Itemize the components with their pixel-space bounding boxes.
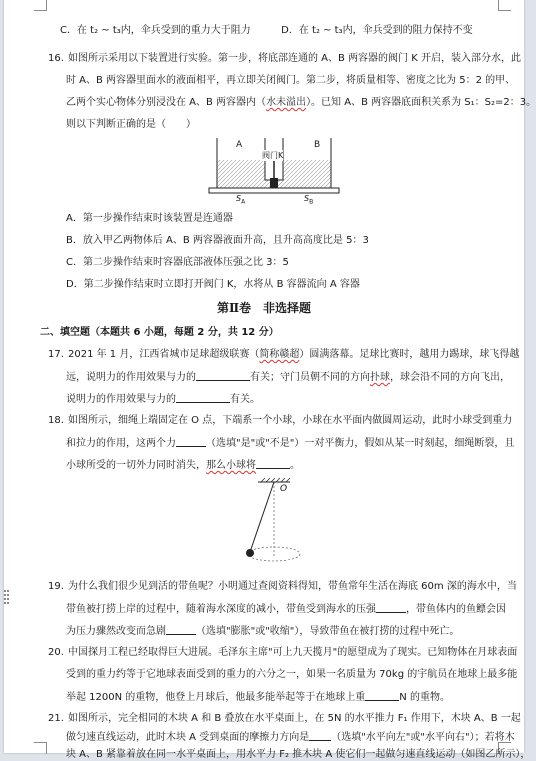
q19-line-2: 带鱼被打捞上岸的过程中，随着海水深度的减小，带鱼受到海水的压强 ，带鱼体内的鱼鳔会因 [66,604,506,615]
q19-line-3: 为压力骤然改变而急剧 （选填"膨胀"或"收缩"），导致带鱼在被打捞的过程中死亡。 [66,626,460,637]
q21-line-3: 块 A、B 紧靠着放在同一水平桌面上，用水平力 F₂ 推木块 A 使它们一起做匀速直线运动（如图乙所示）， [66,749,531,760]
q19-blank-1[interactable] [376,602,406,613]
crop-mark-top-right [498,0,511,11]
q21-line-2: 做匀速直线运动，此时木块 A 受到桌面的摩擦力方向是 （选填"水平向左"或"水平向右"）；若将木 [66,732,515,743]
q16-line-1: 16. 如图所示采用以下装置进行实验。第一步，将底部连通的 A、B 两容器的阀门 K 开启，装入部分水，此 [48,53,521,64]
area-sa-label: $S_A$ [236,194,246,206]
q17-line-2: 远，说明力的作用效果与力的 有关；守门员朝不同的方向扑球，球会沿不同的方向飞出， [66,372,510,383]
q17-line-1: 17. 2021 年 1 月，江西省城市足球超级联赛（简称赣超）圆满落幕。足球比赛时，越用力踢球，球飞得越 [48,349,520,360]
q16-line-4: 则以下判断正确的是（ ） [66,119,196,130]
section-2-heading: 二、填空题（本题共 6 小题，每题 2 分，共 12 分） [40,327,279,338]
q18-line-2: 和拉力的作用，这两个力 （选填"是"或"不是"）一对平衡力，假如从某一时刻起，细绳断裂，且 [66,438,515,449]
q21-line-1: 21. 如图所示，完全相同的木块 A 和 B 叠放在水平桌面上，在 5N 的水平推力 F₁ 作用下，木块 A、B 一起 [48,713,521,724]
q16-option-b: B．放入甲乙两物体后 A、B 两容器液面升高，且升高高度比是 5：3 [66,235,369,246]
q17-blank-2[interactable] [176,392,230,403]
q21-blank-1[interactable] [309,730,331,741]
q15-option-d: D．在 t₂ ~ t₃内，伞兵受到的阻力保持不变 [281,25,473,36]
q19-number: 19. [48,581,64,592]
q17-line-3: 说明力的作用效果与力的 有关。 [66,394,260,405]
document-page [4,0,536,760]
q16-option-d: D．第二步操作结束时立即打开阀门 K，水将从 B 容器流向 A 容器 [66,279,360,290]
q15-option-c: C．在 t₂ ~ t₃内，伞兵受到的重力大于阻力 [60,25,251,36]
conical-pendulum-figure [236,476,308,572]
q20-line-1: 20. 中国探月工程已经取得巨大进展。毛泽东主席"可上九天揽月"的愿望成为了现实。已知物体在月球表面 [48,647,518,658]
crop-mark-top-left [34,0,47,11]
drag-handle-icon[interactable] [4,590,10,604]
section-2-title: 第Ⅱ卷 非选择题 [216,301,312,315]
container-b-label: B [314,140,321,150]
q16-option-a: A．第一步操作结束时该装置是连通器 [66,213,233,224]
q18-blank-1[interactable] [176,436,206,447]
q20-line-2: 受到的重力约等于它地球表面受到的重力的六分之一，如果一名质量为 70kg 的宇航员在地球上最多能 [66,669,518,680]
q19-blank-2[interactable] [166,624,196,635]
point-o-label: O [280,484,288,494]
q18-line-3: 小球所受的一切外力同时消失，那么小球将 。 [66,460,300,471]
q18-line-1: 18. 如图所示，细绳上端固定在 O 点，下端系一个小球，小球在水平面内做圆周运动，此时小球受到重力 [48,415,513,426]
q17-blank-1[interactable] [196,370,250,381]
q20-blank-1[interactable] [365,690,399,701]
q16-option-c: C．第二步操作结束时容器底部液体压强之比 3：5 [66,257,289,268]
crop-mark-bottom-left [34,742,47,754]
q18-blank-2[interactable] [256,458,290,469]
container-a-label: A [236,140,243,150]
q16-line-2: 时 A、B 两容器里面水的液面相平，再立即关闭阀门。第二步，将质量相等、密度之比为 5：2 的甲、 [66,75,516,86]
area-sb-label: $S_B$ [304,194,314,206]
connected-vessels-figure [206,134,342,206]
q15-options-row [60,24,520,37]
q16-line-3: 乙两个实心物体分别浸没在 A、B 两容器内（水未溢出）。已知 A、B 两容器底面积关系为 S₁：S₂=2：3。 [66,97,536,108]
q17-number: 17. [48,349,64,360]
q21-number: 21. [48,713,64,724]
q19-line-1: 19. 为什么我们很少见到活的带鱼呢？小明通过查阅资料得知，带鱼常年生活在海底 60m 深的海水中，当 [48,581,517,592]
q16-number: 16. [48,53,64,64]
q18-number: 18. [48,415,64,426]
q20-line-3: 举起 1200N 的重物，他登上月球后，他最多能举起等于在地球上重 N 的重物。 [66,692,450,703]
q20-number: 20. [48,647,64,658]
valve-label: 阀门K [262,151,284,160]
